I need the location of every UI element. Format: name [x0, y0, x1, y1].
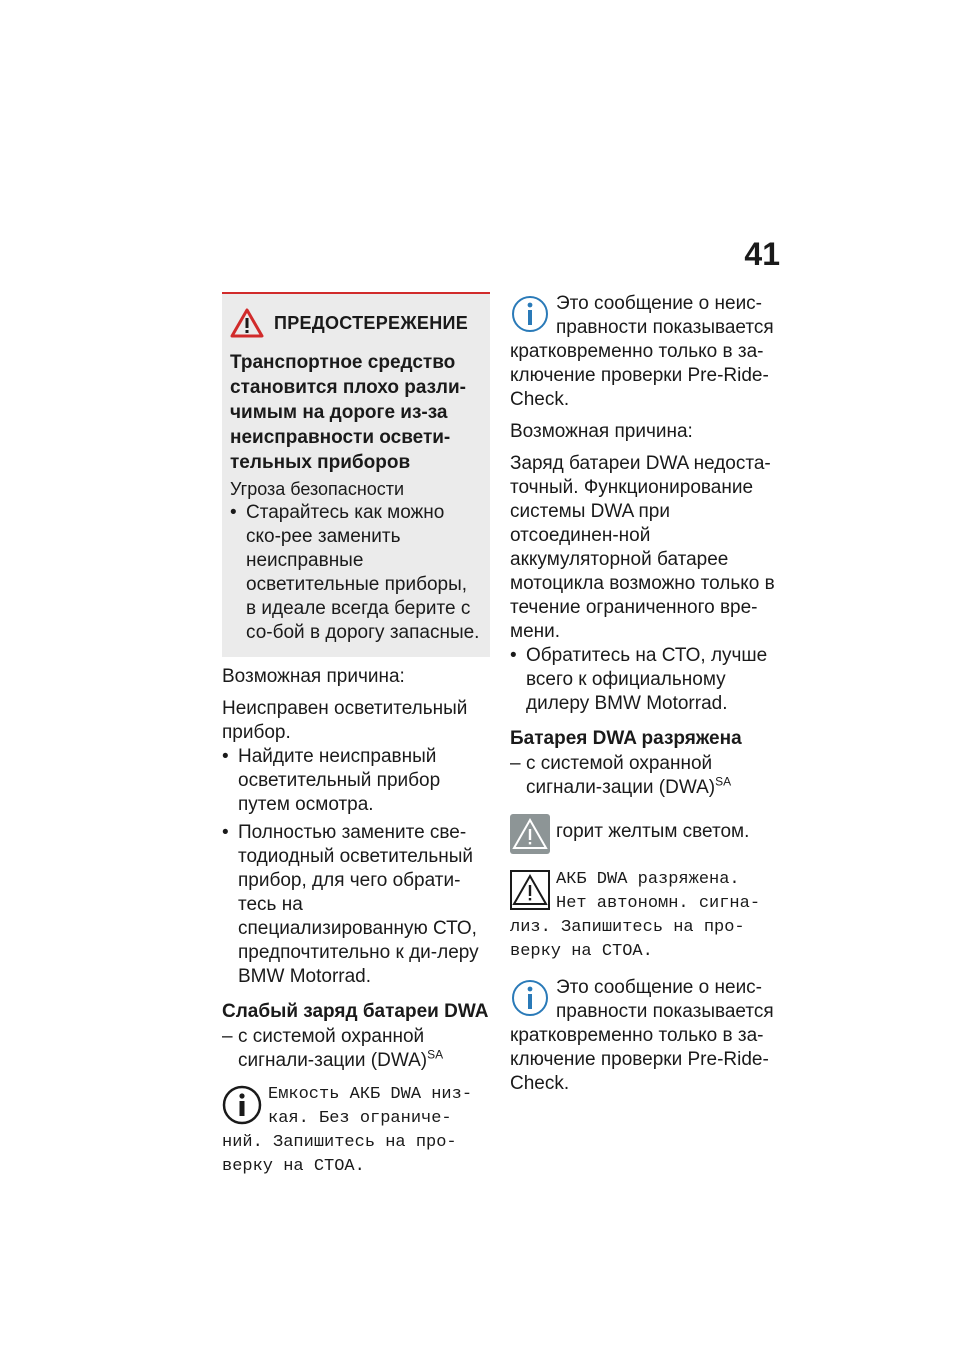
warning-bullet: • Старайтесь как можно ско-рее заменить неисправные осветительные приборы, в идеале всегда берите с со-бой в дорогу запасные. — [230, 501, 482, 645]
warning-subtitle: Угроза безопасности — [230, 479, 405, 499]
info-icon — [510, 978, 550, 1018]
warning-title-line: чимым на дороге из-за — [230, 402, 448, 423]
warning-title-line: неисправности освети- — [230, 427, 451, 448]
cause-label: Возможная причина: — [222, 666, 405, 687]
list-item: • Полностью замените све-тодиодный осветительный прибор, для чего обрати-тесь на специализированную СТО, предпочтительно к ди-леру BMW Motorrad. — [222, 821, 490, 989]
cause-text: Заряд батареи DWA недоста-точный. Функционирование системы DWA при отсоединен-ной аккумуляторной батарее мотоцикла возможно только в течение ограниченного вре-мени. — [510, 453, 775, 642]
cause-text: Неисправен осветительный прибор. — [222, 698, 468, 743]
warning-lamp-icon — [510, 814, 550, 854]
section-heading: Слабый заряд батареи DWA — [222, 1001, 489, 1022]
warning-lamp-block — [510, 812, 778, 854]
display-message: АКБ DWA разряжена. Нет автономн. сигна-лиз. Запишитесь на про-верку на СТОА. — [510, 870, 761, 961]
info-note: Это сообщение о неис-правности показывается кратковременно только в за-ключение проверки Pre-Ride-Check. — [510, 293, 774, 410]
warning-title-line: Транспортное средство — [230, 352, 456, 373]
warning-title-line: становится плохо разли- — [230, 377, 466, 398]
page-number: 41 — [744, 236, 780, 272]
info-note-block — [510, 976, 778, 1096]
equipment-text: с системой охранной сигнали-зации (DWA) — [526, 753, 716, 798]
warning-title-line: тельных приборов — [230, 452, 411, 473]
equipment-text: с системой охранной сигнали-зации (DWA) — [238, 1026, 428, 1071]
info-icon — [510, 294, 550, 334]
info-note-block — [510, 292, 778, 412]
warning-label: ПРЕДОСТЕРЕЖЕНИЕ — [274, 312, 469, 333]
info-note: Это сообщение о неис-правности показывается кратковременно только в за-ключение проверки Pre-Ride-Check. — [510, 977, 774, 1094]
warning-header — [230, 308, 482, 338]
equipment-note — [222, 1025, 490, 1073]
cause-label: Возможная причина: — [510, 421, 693, 442]
warning-title — [230, 350, 482, 475]
display-message-block — [222, 1083, 490, 1179]
display-message: Емкость АКБ DWA низ-кая. Без ограниче-ний. Запишитесь на про-верку на СТОА. — [222, 1085, 473, 1176]
warning-triangle-icon — [510, 870, 550, 910]
warning-triangle-icon — [230, 308, 264, 338]
equipment-sup: SA — [715, 774, 732, 789]
equipment-note — [510, 752, 778, 800]
info-icon — [222, 1085, 262, 1125]
left-column — [222, 292, 490, 1179]
equipment-sup: SA — [427, 1047, 444, 1062]
lamp-text: горит желтым светом. — [556, 821, 750, 842]
warning-box — [222, 292, 490, 657]
list-item: • Найдите неисправный осветительный прибор путем осмотра. — [222, 745, 490, 817]
section-heading: Батарея DWA разряжена — [510, 728, 742, 749]
display-message-block — [510, 868, 778, 964]
right-column — [510, 292, 778, 1096]
list-item: • Обратитесь на СТО, лучше всего к официальному дилеру BMW Motorrad. — [510, 644, 778, 716]
